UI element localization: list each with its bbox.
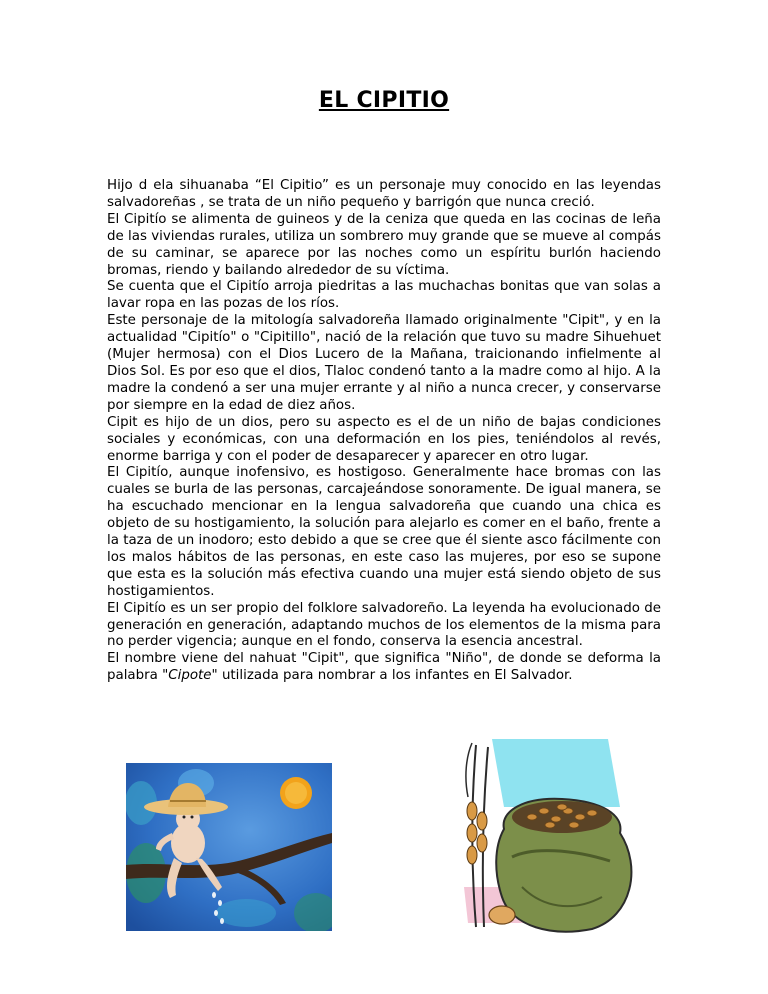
paragraph-6: El Cipitío, aunque inofensivo, es hostigoso. Generalmente hace bromas con las cuales se burla de las personas, carcajeándose sonoramente. De igual manera, se ha escuchado mencionar en la lengua salvadoreña que cuando una chica es objeto de su hostigamiento, la solución para alejarlo es comer en el baño, frente a la taza de un inodoro; esto debido a que se cree que él siente asco fácilmente con los malos hábitos de las personas, en este caso las mujeres, por eso se supone que esta es la solución más efectiva cuando una mujer está siendo objeto de sus hostigamientos. (107, 465, 661, 599)
sun-core (285, 782, 307, 804)
paragraph-8-start: El nombre viene del nahuat "Cipit", que significa "Niño", de donde se deforma la palabra " (107, 651, 661, 684)
body-text (107, 178, 661, 685)
cipitio-painting-illustration (126, 763, 332, 931)
page-title: EL CIPITIO (318, 88, 450, 113)
paragraph-4: Este personaje de la mitología salvadoreña llamado originalmente "Cipit", y en la actualidad "Cipitío" o "Cipitillo", nació de la relación que tuvo su madre Sihuehuet (Mujer hermosa) con el Dios Lucero de la Mañana, traicionando infielmente al Dios Sol. Es por eso que el dios, Tlaloc condenó tanto a la madre como al hijo. A la madre la condenó a ser una mujer errante y al niño a nunca crecer, y conservarse por siempre en la edad de diez años. (107, 313, 661, 413)
grain-sack-clipart (442, 737, 642, 937)
paragraph-1: Hijo d ela sihuanaba “El Cipitio” es un personaje muy conocido en las leyendas salvadoreñas , se trata de un niño pequeño y barrigón que nunca creció. (107, 178, 661, 210)
paragraph-8 (107, 651, 661, 685)
cipitio-eye-2 (191, 816, 194, 819)
cipote-emphasis: Cipote (168, 668, 212, 684)
paragraph-5: Cipit es hijo de un dios, pero su aspecto es el de un niño de bajas condiciones sociales y económicas, con una deformación en los pies, teniéndolos al revés, enorme barriga y con el poder de desaparecer y aparecer en otro lugar. (107, 414, 661, 464)
cipitio-eye (183, 816, 186, 819)
paragraph-2: El Cipitío se alimenta de guineos y de la ceniza que queda en las cocinas de leña de las viviendas rurales, utiliza un sombrero muy grande que se mueve al compás de su caminar, se aparece por las noches como un espíritu burlón haciendo bromas, riendo y bailando alrededor de su víctima. (107, 211, 661, 278)
loose-seed-icon (489, 906, 515, 924)
paragraph-7: El Cipitío es un ser propio del folklore salvadoreño. La leyenda ha evolucionado de generación en generación, adaptando muchos de los elementos de la misma para no perder vigencia; aunque en el fondo, conserva la esencia ancestral. (107, 600, 661, 650)
paragraph-3: Se cuenta que el Cipitío arroja piedritas a las muchachas bonitas que van solas a lavar ropa en las pozas de los ríos. (107, 279, 661, 312)
paragraph-8-end: " utilizada para nombrar a los infantes en El Salvador. (211, 668, 573, 684)
cyan-block (492, 739, 620, 807)
